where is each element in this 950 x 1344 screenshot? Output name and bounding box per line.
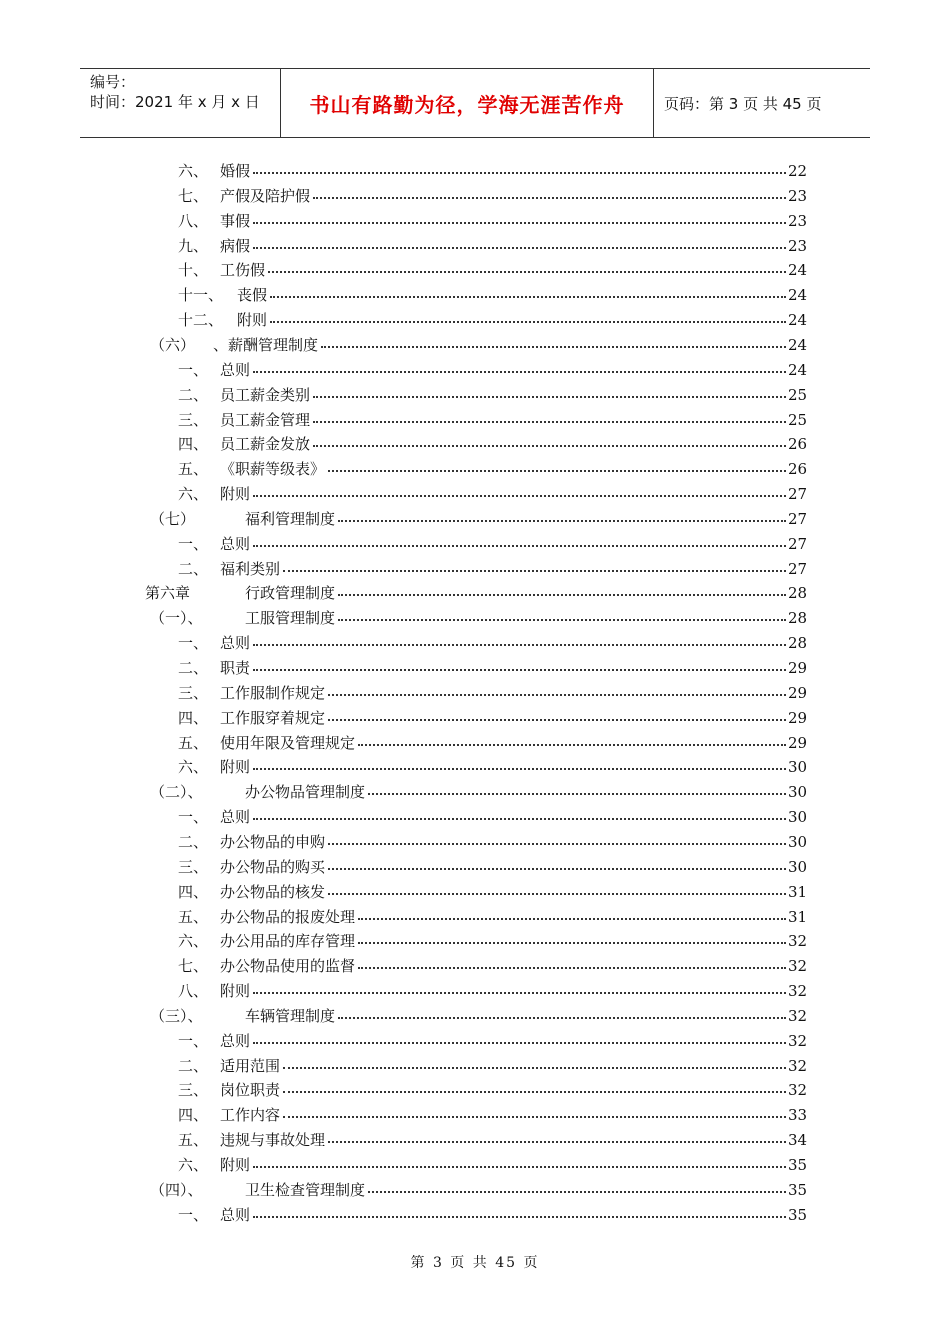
toc-entry-page: 31 — [788, 907, 808, 926]
toc-entry[interactable] — [0, 855, 950, 879]
toc-entry-page: 35 — [788, 1205, 808, 1224]
toc-leader-dots — [338, 520, 786, 522]
toc-entry-title: 员工薪金发放 — [220, 432, 311, 456]
toc-leader-dots — [253, 768, 786, 770]
toc-entry-number: 八、 — [178, 982, 209, 1001]
toc-entry-title: 工伤假 — [220, 258, 266, 282]
toc-entry-title: 员工薪金类别 — [220, 383, 311, 407]
toc-leader-dots — [313, 396, 786, 398]
toc-entry-title: 总则 — [220, 805, 251, 829]
toc-entry-title: 福利类别 — [220, 557, 281, 581]
toc-entry[interactable] — [0, 432, 950, 456]
toc-entry-number: 二、 — [178, 385, 209, 404]
toc-entry[interactable] — [0, 606, 950, 630]
toc-entry-page: 24 — [788, 311, 808, 330]
toc-leader-dots — [253, 992, 786, 994]
toc-leader-dots — [368, 793, 786, 795]
toc-entry-number: 八、 — [178, 211, 209, 230]
toc-entry-number: 第六章 — [145, 584, 191, 603]
toc-entry-number: 七、 — [178, 957, 209, 976]
toc-entry-number: 七、 — [178, 186, 209, 205]
toc-entry-number: （七） — [150, 509, 196, 528]
toc-entry-title: 《职薪等级表》 — [220, 457, 326, 481]
toc-entry-page: 25 — [788, 410, 808, 429]
toc-entry-number: 一、 — [178, 634, 209, 653]
toc-entry-number: 二、 — [178, 1056, 209, 1075]
toc-entry-page: 32 — [788, 1031, 808, 1050]
toc-entry[interactable] — [0, 333, 950, 357]
toc-entry-number: 三、 — [178, 1081, 209, 1100]
toc-entry-page: 32 — [788, 1006, 808, 1025]
toc-entry-title: 附则 — [220, 1153, 251, 1177]
toc-entry-page: 24 — [788, 286, 808, 305]
toc-leader-dots — [328, 1141, 786, 1143]
toc-entry[interactable] — [0, 383, 950, 407]
toc-leader-dots — [268, 271, 786, 273]
toc-entry[interactable] — [0, 1103, 950, 1127]
toc-entry-page: 24 — [788, 360, 808, 379]
toc-entry-title: 产假及陪护假 — [220, 184, 311, 208]
page-header — [80, 68, 870, 138]
toc-entry-page: 28 — [788, 584, 808, 603]
toc-entry[interactable] — [0, 929, 950, 953]
toc-entry[interactable] — [0, 706, 950, 730]
toc-entry-number: 三、 — [178, 857, 209, 876]
header-motto-cell — [281, 69, 654, 137]
toc-entry-number: 六、 — [178, 758, 209, 777]
toc-entry-page: 23 — [788, 186, 808, 205]
toc-leader-dots — [253, 371, 786, 373]
toc-entry-page: 29 — [788, 659, 808, 677]
toc-entry[interactable] — [0, 408, 950, 432]
toc-entry-page: 30 — [788, 783, 808, 802]
toc-entry-page: 32 — [788, 957, 808, 976]
toc-entry-page: 32 — [788, 1056, 808, 1075]
header-page-info: 页码：第 3 页 共 45 页 — [664, 94, 822, 113]
toc-entry-page: 24 — [788, 261, 808, 280]
header-meta — [80, 69, 281, 137]
toc-entry-page: 26 — [788, 460, 808, 479]
toc-entry-title: 办公用品的库存管理 — [220, 929, 356, 953]
toc-entry[interactable] — [0, 159, 950, 183]
toc-entry-page: 28 — [788, 634, 808, 653]
toc-entry-number: 十、 — [178, 261, 209, 280]
header-page-cell — [654, 69, 870, 137]
toc-entry-page: 34 — [788, 1131, 808, 1150]
toc-entry-title: 办公物品使用的监督 — [220, 954, 356, 978]
toc-entry-number: 一、 — [178, 1031, 209, 1050]
toc-entry-number: 三、 — [178, 683, 209, 702]
toc-entry-page: 27 — [788, 534, 808, 553]
toc-entry-page: 27 — [788, 559, 808, 578]
toc-entry-number: 一、 — [178, 360, 209, 379]
toc-entry-number: 六、 — [178, 485, 209, 504]
toc-entry[interactable] — [0, 308, 950, 332]
toc-entry-number: 四、 — [178, 1106, 209, 1125]
toc-leader-dots — [253, 818, 786, 820]
toc-entry-number: 四、 — [178, 435, 209, 454]
toc-entry[interactable] — [0, 507, 950, 531]
toc-entry-title: 职责 — [220, 656, 251, 680]
toc-entry-number: 十二、 — [178, 311, 224, 330]
toc-entry[interactable] — [0, 755, 950, 779]
toc-entry-number: 六、 — [178, 932, 209, 951]
toc-entry[interactable] — [0, 954, 950, 978]
document-date-label: 时间：2021 年 x 月 x 日 — [90, 93, 260, 111]
toc-entry-title: 办公物品管理制度 — [245, 780, 366, 804]
toc-entry[interactable] — [0, 631, 950, 655]
toc-entry[interactable] — [0, 780, 950, 804]
toc-leader-dots — [358, 967, 786, 969]
toc-entry-title: 工作服制作规定 — [220, 681, 326, 705]
page-footer: 第 3 页 共 45 页 — [410, 1255, 540, 1271]
toc-entry[interactable] — [0, 209, 950, 233]
toc-entry-title: 附则 — [237, 308, 268, 332]
document-number-label: 编号： — [90, 73, 136, 91]
toc-leader-dots — [313, 445, 786, 447]
toc-entry[interactable] — [0, 1054, 950, 1078]
toc-entry[interactable] — [0, 830, 950, 854]
toc-entry-title: 工作内容 — [220, 1103, 281, 1127]
toc-entry-number: 一、 — [178, 808, 209, 827]
toc-entry-number: 十一、 — [178, 286, 224, 305]
toc-leader-dots — [253, 545, 786, 547]
toc-entry-title: 总则 — [220, 532, 251, 556]
toc-leader-dots — [253, 644, 786, 646]
toc-entry-number: 六、 — [178, 162, 209, 180]
toc-entry-page: 23 — [788, 236, 808, 255]
toc-entry-page: 24 — [788, 335, 808, 354]
toc-leader-dots — [253, 172, 786, 174]
toc-entry-title: 办公物品的核发 — [220, 880, 326, 904]
toc-leader-dots — [321, 346, 786, 348]
toc-entry[interactable] — [0, 557, 950, 581]
toc-entry-number: 六、 — [178, 1156, 209, 1174]
toc-entry-title: 违规与事故处理 — [220, 1128, 326, 1152]
toc-entry-page: 30 — [788, 808, 808, 827]
toc-entry-page: 25 — [788, 385, 808, 404]
toc-entry-number: 三、 — [178, 410, 209, 429]
toc-entry[interactable] — [0, 681, 950, 705]
toc-entry-title: 丧假 — [237, 283, 268, 307]
toc-entry-page: 33 — [788, 1106, 808, 1125]
toc-leader-dots — [338, 1017, 786, 1019]
toc-entry[interactable] — [0, 532, 950, 556]
toc-entry-title: 婚假 — [220, 159, 251, 183]
toc-entry-page: 27 — [788, 509, 808, 528]
toc-entry-number: 五、 — [178, 460, 209, 479]
toc-leader-dots — [270, 296, 786, 298]
toc-entry[interactable] — [0, 1004, 950, 1028]
toc-entry-title: 病假 — [220, 234, 251, 258]
toc-entry-page: 26 — [788, 435, 808, 454]
toc-leader-dots — [358, 942, 786, 944]
toc-entry-number: 九、 — [178, 236, 209, 255]
toc-entry-title: 卫生检查管理制度 — [245, 1178, 366, 1202]
toc-leader-dots — [328, 719, 786, 721]
toc-leader-dots — [253, 495, 786, 497]
toc-leader-dots — [253, 1166, 786, 1168]
toc-entry-number: 二、 — [178, 832, 209, 851]
toc-entry-title: 附则 — [220, 482, 251, 506]
toc-entry-number: 二、 — [178, 559, 209, 578]
toc-entry-number: 五、 — [178, 907, 209, 926]
toc-leader-dots — [253, 1216, 786, 1218]
toc-entry[interactable] — [0, 234, 950, 258]
toc-entry-title: 员工薪金管理 — [220, 408, 311, 432]
toc-leader-dots — [283, 1067, 786, 1069]
toc-entry-title: 总则 — [220, 358, 251, 382]
toc-leader-dots — [283, 570, 786, 572]
header-motto: 书山有路勤为径，学海无涯苦作舟 — [309, 92, 625, 117]
toc-entry[interactable] — [0, 1153, 950, 1177]
toc-entry-page: 29 — [788, 708, 808, 727]
toc-entry-page: 28 — [788, 609, 808, 628]
toc-entry-title: 适用范围 — [220, 1054, 281, 1078]
toc-entry-title: 事假 — [220, 209, 251, 233]
toc-entry-page: 22 — [788, 162, 808, 180]
toc-leader-dots — [328, 470, 786, 472]
toc-entry-title: 、薪酬管理制度 — [213, 333, 319, 357]
toc-entry-title: 总则 — [220, 631, 251, 655]
toc-entry-number: （二）、 — [150, 783, 203, 802]
toc-entry-page: 32 — [788, 982, 808, 1001]
toc-entry[interactable] — [0, 358, 950, 382]
toc-entry[interactable] — [0, 1178, 950, 1202]
toc-entry[interactable] — [0, 482, 950, 506]
toc-entry[interactable] — [0, 1128, 950, 1152]
toc-leader-dots — [358, 744, 786, 746]
toc-entry-number: 五、 — [178, 733, 209, 752]
toc-entry-number: （四）、 — [150, 1180, 203, 1199]
toc-entry[interactable] — [0, 880, 950, 904]
toc-leader-dots — [338, 594, 786, 596]
toc-entry-title: 行政管理制度 — [245, 581, 336, 605]
toc-entry-title: 附则 — [220, 755, 251, 779]
toc-entry-page: 35 — [788, 1180, 808, 1199]
toc-entry-title: 岗位职责 — [220, 1078, 281, 1102]
toc-entry-title: 办公物品的申购 — [220, 830, 326, 854]
toc-entry-page: 35 — [788, 1156, 808, 1174]
toc-leader-dots — [313, 421, 786, 423]
toc-entry-page: 32 — [788, 932, 808, 951]
toc-entry[interactable] — [0, 979, 950, 1003]
toc-leader-dots — [253, 222, 786, 224]
toc-entry-page: 30 — [788, 857, 808, 876]
toc-leader-dots — [358, 918, 786, 920]
toc-entry-page: 29 — [788, 733, 808, 752]
toc-entry[interactable] — [0, 805, 950, 829]
toc-entry-number: （一）、 — [150, 609, 203, 628]
toc-entry-page: 31 — [788, 882, 808, 901]
toc-leader-dots — [283, 1116, 786, 1118]
toc-entry[interactable] — [0, 184, 950, 208]
toc-entry-number: 一、 — [178, 1205, 209, 1224]
toc-entry-page: 30 — [788, 758, 808, 777]
toc-entry-page: 32 — [788, 1081, 808, 1100]
toc-entry[interactable] — [0, 283, 950, 307]
toc-entry[interactable] — [0, 457, 950, 481]
toc-entry-title: 福利管理制度 — [245, 507, 336, 531]
toc-entry-title: 总则 — [220, 1203, 251, 1227]
toc-entry-page: 30 — [788, 832, 808, 851]
toc-entry-number: 五、 — [178, 1131, 209, 1150]
toc-entry[interactable] — [0, 258, 950, 282]
toc-leader-dots — [338, 619, 786, 621]
toc-leader-dots — [328, 893, 786, 895]
toc-leader-dots — [368, 1191, 786, 1193]
toc-entry-title: 使用年限及管理规定 — [220, 731, 356, 755]
toc-entry-title: 附则 — [220, 979, 251, 1003]
toc-leader-dots — [328, 868, 786, 870]
toc-leader-dots — [313, 197, 786, 199]
toc-entry-page: 27 — [788, 485, 808, 504]
toc-leader-dots — [328, 694, 786, 696]
toc-entry-number: （三）、 — [150, 1006, 203, 1025]
toc-entry-number: 四、 — [178, 882, 209, 901]
toc-leader-dots — [328, 843, 786, 845]
toc-entry[interactable] — [0, 731, 950, 755]
toc-leader-dots — [283, 1091, 786, 1093]
toc-entry[interactable] — [0, 1078, 950, 1102]
toc-entry-page: 29 — [788, 683, 808, 702]
toc-entry-title: 车辆管理制度 — [245, 1004, 336, 1028]
toc-entry[interactable] — [0, 581, 950, 605]
toc-leader-dots — [253, 669, 786, 671]
toc-entry[interactable] — [0, 1029, 950, 1053]
toc-entry-title: 总则 — [220, 1029, 251, 1053]
toc-entry-title: 办公物品的购买 — [220, 855, 326, 879]
toc-entry[interactable] — [0, 656, 950, 680]
toc-entry-number: 二、 — [178, 659, 209, 677]
toc-entry-title: 工作服穿着规定 — [220, 706, 326, 730]
toc-entry-title: 工服管理制度 — [245, 606, 336, 630]
toc-entry-title: 办公物品的报废处理 — [220, 905, 356, 929]
toc-entry-number: 四、 — [178, 708, 209, 727]
toc-entry-number: 一、 — [178, 534, 209, 553]
toc-leader-dots — [253, 1042, 786, 1044]
toc-entry-page: 23 — [788, 211, 808, 230]
toc-leader-dots — [270, 321, 786, 323]
toc-leader-dots — [253, 247, 786, 249]
toc-entry-number: （六） — [150, 335, 196, 354]
toc-entry[interactable] — [0, 905, 950, 929]
toc-entry[interactable] — [0, 1203, 950, 1227]
